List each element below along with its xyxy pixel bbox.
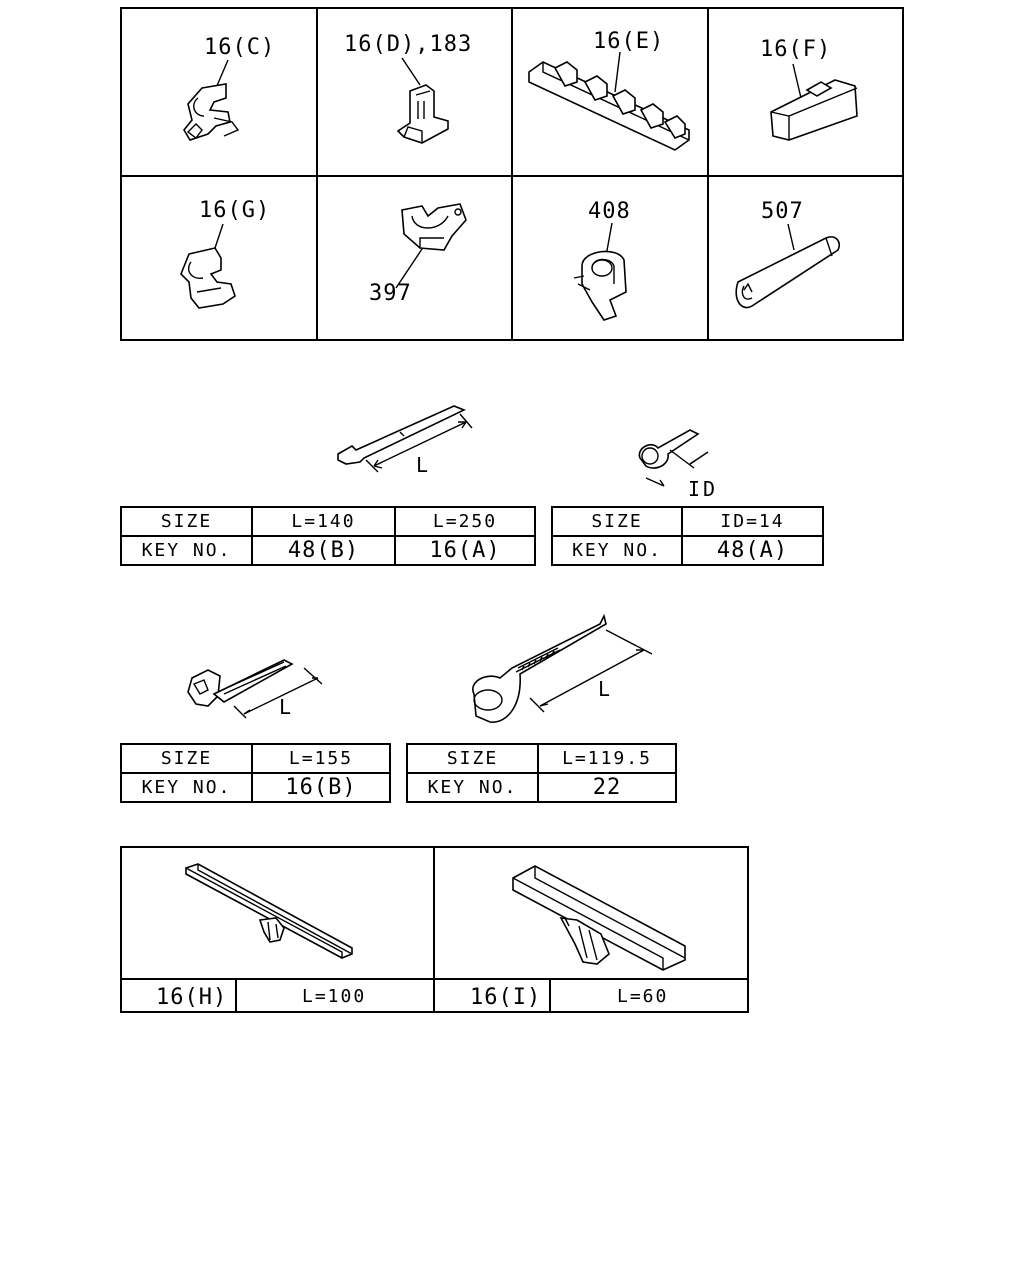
clip-408-drawing bbox=[570, 220, 645, 325]
table-header-key-no: KEY NO. bbox=[121, 773, 252, 802]
panel-divider bbox=[120, 978, 749, 980]
part-label-16g: 16(G) bbox=[199, 198, 271, 223]
table-header-size: SIZE bbox=[407, 744, 538, 773]
grid-divider bbox=[120, 175, 904, 177]
spec-table-clamp bbox=[551, 506, 824, 566]
panel-divider bbox=[235, 978, 237, 1013]
table-header-key-no: KEY NO. bbox=[121, 536, 252, 565]
table-cell-size: L=140 bbox=[252, 507, 395, 536]
dim-l-label: L bbox=[598, 677, 611, 701]
table-header-size: SIZE bbox=[121, 507, 252, 536]
spec-table-cable-tie-119-5 bbox=[406, 743, 677, 803]
clip-16g-drawing bbox=[175, 222, 250, 314]
table-header-size: SIZE bbox=[552, 507, 682, 536]
clip-397-drawing bbox=[380, 200, 475, 295]
table-header-size: SIZE bbox=[121, 744, 252, 773]
bottom-size-l100: L=100 bbox=[302, 986, 367, 1007]
part-label-16f: 16(F) bbox=[760, 37, 832, 62]
table-header-key-no: KEY NO. bbox=[407, 773, 538, 802]
cable-tie-155-drawing bbox=[180, 650, 330, 725]
grid-divider bbox=[707, 7, 709, 341]
grid-divider bbox=[511, 7, 513, 341]
bottom-key-16h: 16(H) bbox=[156, 985, 228, 1010]
clip-16d-drawing bbox=[390, 55, 460, 150]
clip-16h-drawing bbox=[180, 860, 360, 965]
table-cell-key: 16(B) bbox=[252, 773, 390, 802]
part-label-397: 397 bbox=[369, 281, 412, 306]
clip-16e-drawing bbox=[525, 50, 695, 160]
part-label-507: 507 bbox=[761, 199, 804, 224]
dim-l-label: L bbox=[279, 695, 292, 719]
table-cell-key: 48(B) bbox=[252, 536, 395, 565]
clip-507-drawing bbox=[730, 220, 850, 315]
dim-id-label: ID bbox=[688, 477, 719, 501]
cable-tie-140-250-drawing bbox=[330, 400, 480, 490]
panel-divider bbox=[549, 978, 551, 1013]
bottom-size-l60: L=60 bbox=[617, 986, 669, 1007]
table-cell-size: L=119.5 bbox=[538, 744, 676, 773]
spec-table-cable-tie bbox=[120, 506, 536, 566]
clip-16f-drawing bbox=[765, 60, 865, 145]
grid-divider bbox=[316, 7, 318, 341]
table-cell-size: ID=14 bbox=[682, 507, 823, 536]
table-cell-key: 48(A) bbox=[682, 536, 823, 565]
table-cell-size: L=250 bbox=[395, 507, 535, 536]
panel-divider bbox=[433, 846, 435, 1013]
table-header-key-no: KEY NO. bbox=[552, 536, 682, 565]
clip-16i-drawing bbox=[505, 860, 695, 975]
clip-16c-drawing bbox=[180, 58, 250, 148]
table-cell-key: 16(A) bbox=[395, 536, 535, 565]
bottom-key-16i: 16(I) bbox=[470, 985, 542, 1010]
table-cell-size: L=155 bbox=[252, 744, 390, 773]
part-label-16e: 16(E) bbox=[593, 29, 665, 54]
table-cell-key: 22 bbox=[538, 773, 676, 802]
dim-l-label: L bbox=[416, 453, 429, 477]
cable-tie-119-5-drawing bbox=[460, 612, 660, 732]
spec-table-cable-tie-155 bbox=[120, 743, 391, 803]
part-label-408: 408 bbox=[588, 199, 631, 224]
part-label-16c: 16(C) bbox=[204, 35, 276, 60]
part-label-16d-183: 16(D),183 bbox=[344, 32, 473, 57]
